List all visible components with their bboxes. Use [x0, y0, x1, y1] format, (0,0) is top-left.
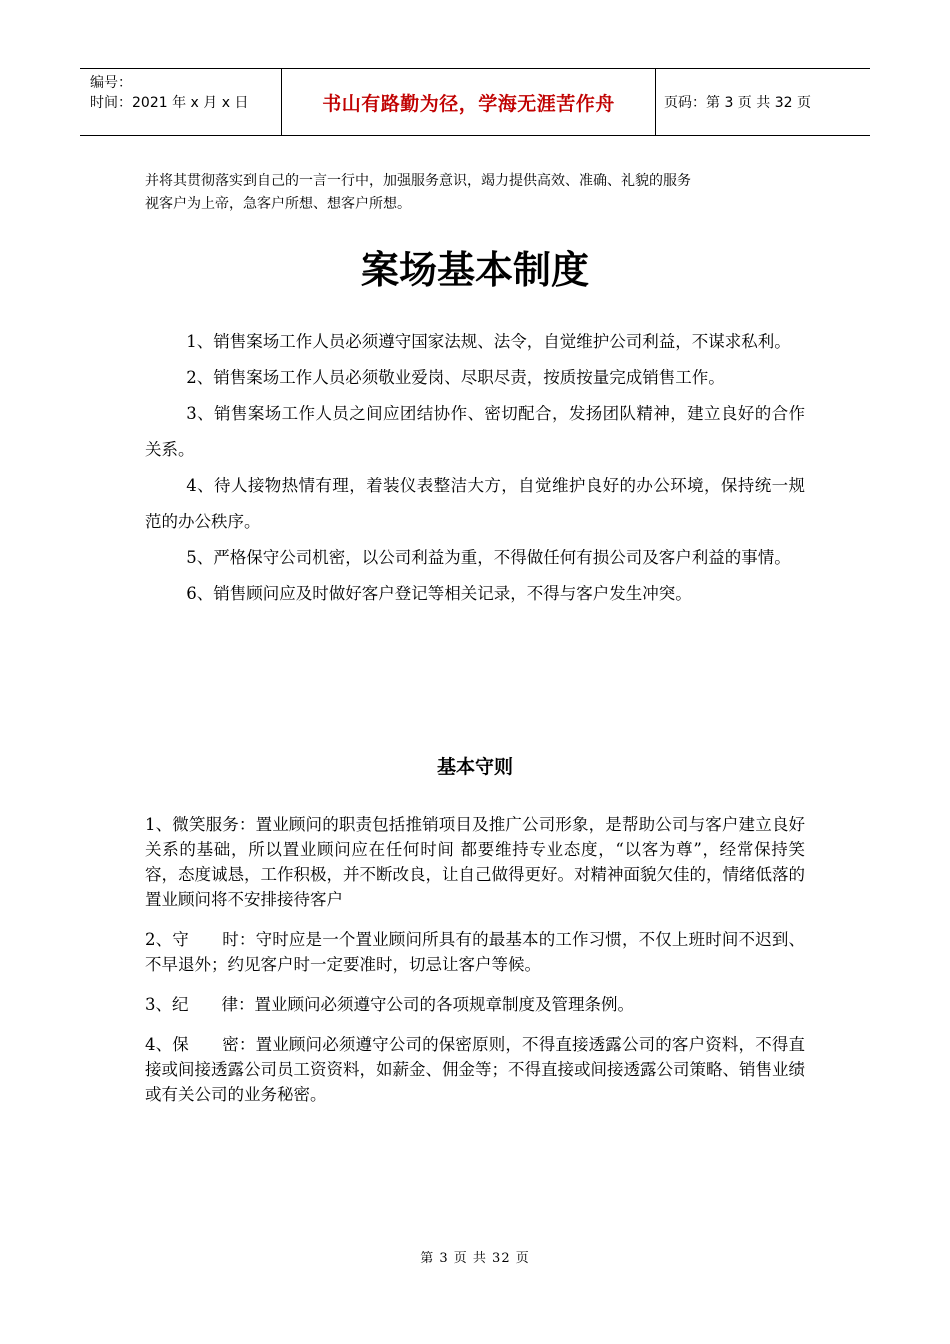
header-page-info: 页码：第 3 页 共 32 页 [664, 95, 811, 111]
rule-item: 3、销售案场工作人员之间应团结协作、密切配合，发扬团队精神，建立良好的合作关系。 [145, 404, 805, 459]
rule-item: 1、销售案场工作人员必须遵守国家法规、法令，自觉维护公司利益，不谋求私利。 [186, 332, 791, 351]
conduct-item: 1、微笑服务：置业顾问的职责包括推销项目及推广公司形象，是帮助公司与客户建立良好关系的基础，所以置业顾问应在任何时间 都要维持专业态度，“以客为尊”，经常保持笑容，态度诚恳，工作积极，并不断改良，让自己做得更好。对精神面貌欠佳的，情绪低落的置业顾问将不安排接待客户 [145, 815, 805, 909]
conduct-item: 2、守 时：守时应是一个置业顾问所具有的最基本的工作习惯，不仅上班时间不迟到、不早退外；约见客户时一定要准时，切忌让客户等候。 [145, 930, 805, 974]
rule-item: 6、销售顾问应及时做好客户登记等相关记录，不得与客户发生冲突。 [186, 584, 692, 603]
document-number-label: 编号： [90, 75, 132, 91]
page-header [80, 68, 870, 136]
document-date: 时间：2021 年 x 月 x 日 [90, 95, 249, 111]
page-footer: 第 3 页 共 32 页 [420, 1251, 530, 1266]
intro-line: 视客户为上帝，急客户所想、想客户所想。 [145, 196, 411, 212]
conduct-list [145, 812, 805, 1122]
rule-item: 2、销售案场工作人员必须敬业爱岗、尽职尽责，按质按量完成销售工作。 [186, 368, 725, 387]
rules-list [145, 324, 805, 612]
header-meta [80, 69, 282, 135]
header-motto: 书山有路勤为径，学海无涯苦作舟 [282, 69, 656, 135]
conduct-item: 3、纪 律：置业顾问必须遵守公司的各项规章制度及管理条例。 [145, 995, 634, 1014]
intro-line: 并将其贯彻落实到自己的一言一行中，加强服务意识，竭力提供高效、准确、礼貌的服务 [145, 173, 691, 189]
conduct-item: 4、保 密：置业顾问必须遵守公司的保密原则，不得直接透露公司的客户资料，不得直接或间接透露公司员工资资料，如薪金、佣金等；不得直接或间接透露公司策略、销售业绩或有关公司的业务秘密。 [145, 1035, 805, 1104]
rule-item: 4、待人接物热情有理，着装仪表整洁大方，自觉维护良好的办公环境，保持统一规范的办公秩序。 [145, 476, 805, 531]
section-title: 基本守则 [436, 756, 513, 778]
page-title: 案场基本制度 [360, 247, 589, 292]
intro-text [145, 170, 825, 216]
rule-item: 5、严格保守公司机密，以公司利益为重，不得做任何有损公司及客户利益的事情。 [186, 548, 791, 567]
